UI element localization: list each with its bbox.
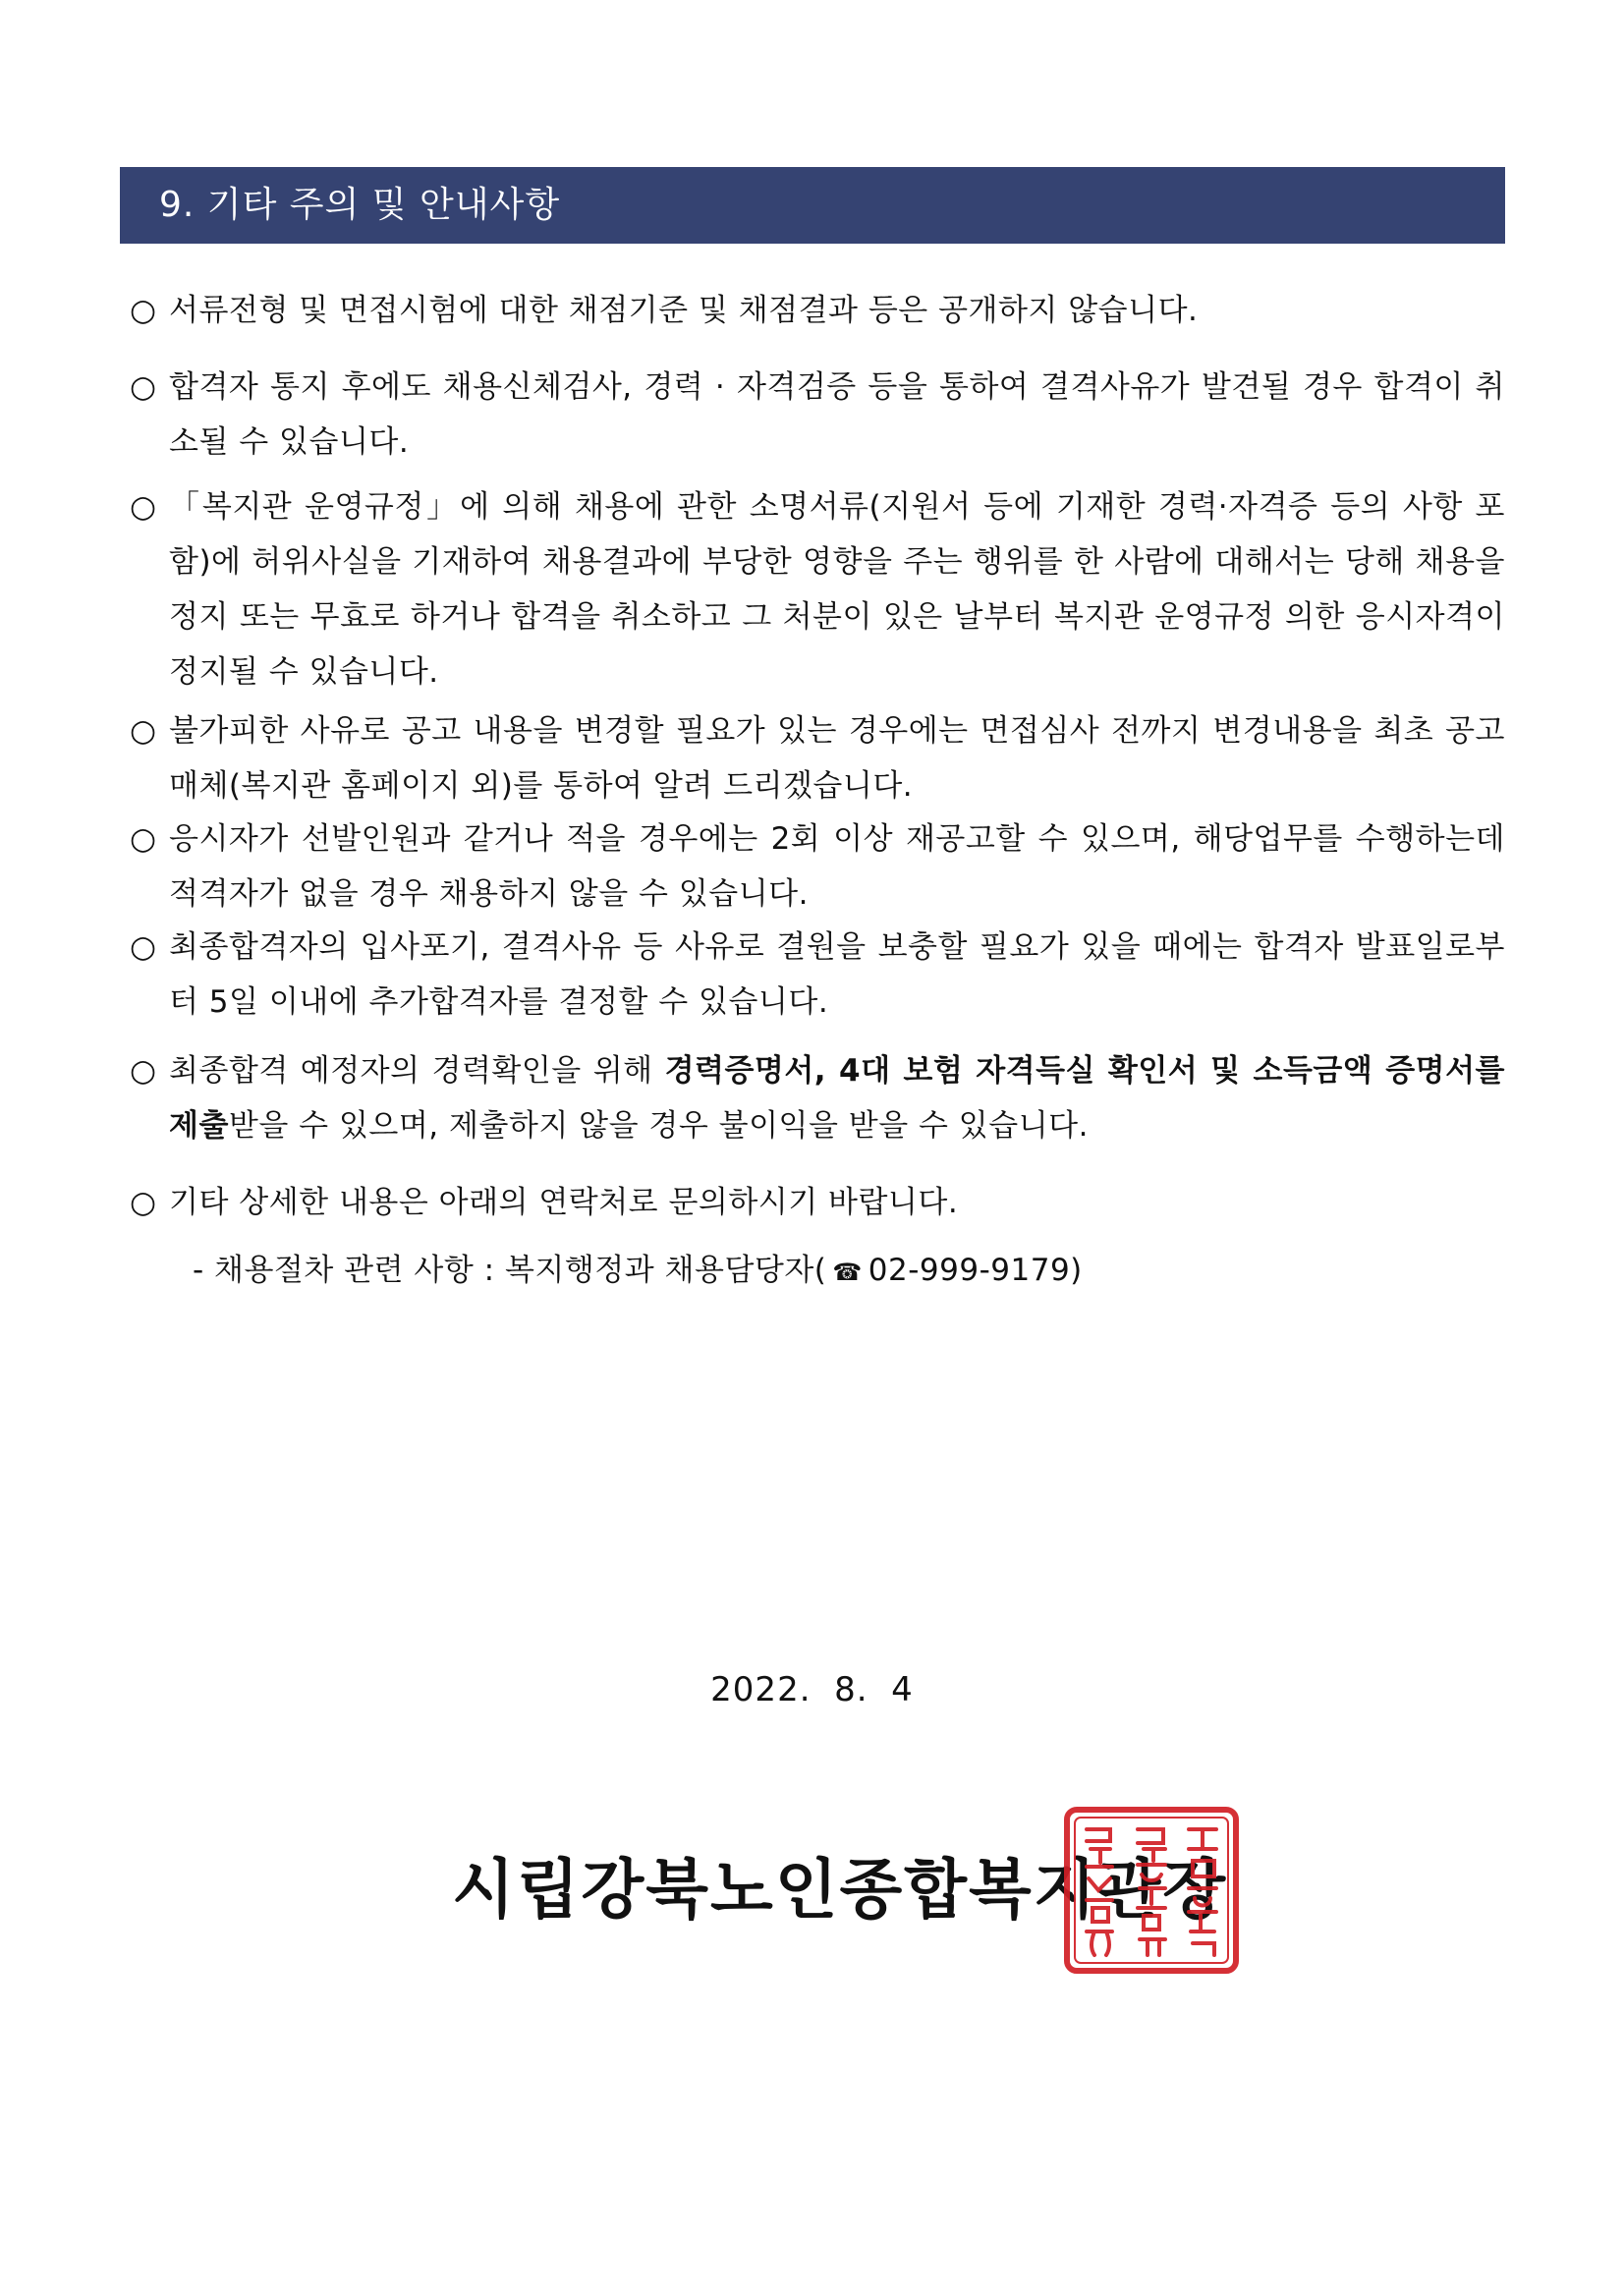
bullet-icon: ○ [130, 1185, 157, 1220]
bullet-icon: ○ [130, 929, 157, 965]
notice-text: 서류전형 및 면접시험에 대한 채점기준 및 채점결과 등은 공개하지 않습니다. [169, 293, 1199, 328]
notice-item [130, 360, 1505, 470]
notice-item [130, 812, 1505, 922]
notice-item [130, 1175, 1505, 1230]
notice-text: 「복지관 운영규정」에 의해 채용에 관한 소명서류(지원서 등에 기재한 경력·자격증 등의 사항 포함)에 허위사실을 기재하여 채용결과에 부당한 영향을 주는 행위를 한 사람에 대해서는 당해 채용을 정지 또는 무효로 하거나 합격을 취소하고 그 처분이 있은 날부터 복지관 운영규정 의한 응시자격이 정지될 수 있습니다. [169, 489, 1505, 690]
document-date: 2022. 8. 4 [710, 1670, 914, 1709]
bullet-icon: ○ [130, 1053, 157, 1089]
signer-name: 시립강북노인종합복지관장 [452, 1852, 1228, 1928]
contact-prefix: - 채용절차 관련 사항 : 복지행정과 채용담당자( [193, 1253, 827, 1288]
notice-text: 응시자가 선발인원과 같거나 적을 경우에는 2회 이상 재공고할 수 있으며, 해당업무를 수행하는데 적격자가 없을 경우 채용하지 않을 수 있습니다. [169, 821, 1505, 912]
notice-text-part: 받을 수 있으며, 제출하지 않을 경우 불이익을 받을 수 있습니다. [228, 1108, 1089, 1144]
notice-text: 기타 상세한 내용은 아래의 연락처로 문의하시기 바랍니다. [169, 1185, 959, 1220]
required-documents: 경력증명서, 4대 보험 자격득실 확인서 및 소득금액 증명서를 제출 [169, 1053, 1505, 1144]
bullet-icon: ○ [130, 369, 157, 405]
notice-text: 최종합격자의 입사포기, 결격사유 등 사유로 결원을 보충할 필요가 있을 때에는 합격자 발표일로부터 5일 이내에 추가합격자를 결정할 수 있습니다. [169, 929, 1505, 1020]
notice-text-part: 최종합격 예정자의 경력확인을 위해 [169, 1053, 665, 1089]
official-seal-icon [1063, 1806, 1240, 1975]
bullet-icon: ○ [130, 293, 157, 328]
notice-item [130, 920, 1505, 1030]
notice-text: 불가피한 사유로 공고 내용을 변경할 필요가 있는 경우에는 면접심사 전까지 변경내용을 최초 공고매체(복지관 홈페이지 외)를 통하여 알려 드리겠습니다. [169, 713, 1505, 804]
notice-item [130, 1043, 1505, 1153]
bullet-icon: ○ [130, 713, 157, 749]
notice-text [169, 1043, 1505, 1153]
bullet-icon: ○ [130, 489, 157, 525]
notice-item [130, 479, 1505, 700]
contact-suffix: ) [1070, 1253, 1083, 1288]
notice-text: 합격자 통지 후에도 채용신체검사, 경력 · 자격검증 등을 통하여 결격사유가 발견될 경우 합격이 취소될 수 있습니다. [169, 369, 1505, 460]
telephone-icon: ☎ [832, 1259, 863, 1286]
notice-item [130, 283, 1505, 338]
section-title: 9. 기타 주의 및 안내사항 [120, 167, 1505, 244]
contact-line [193, 1243, 1083, 1300]
contact-phone: 02-999-9179 [868, 1253, 1071, 1288]
bullet-icon: ○ [130, 821, 157, 857]
notice-item [130, 703, 1505, 813]
